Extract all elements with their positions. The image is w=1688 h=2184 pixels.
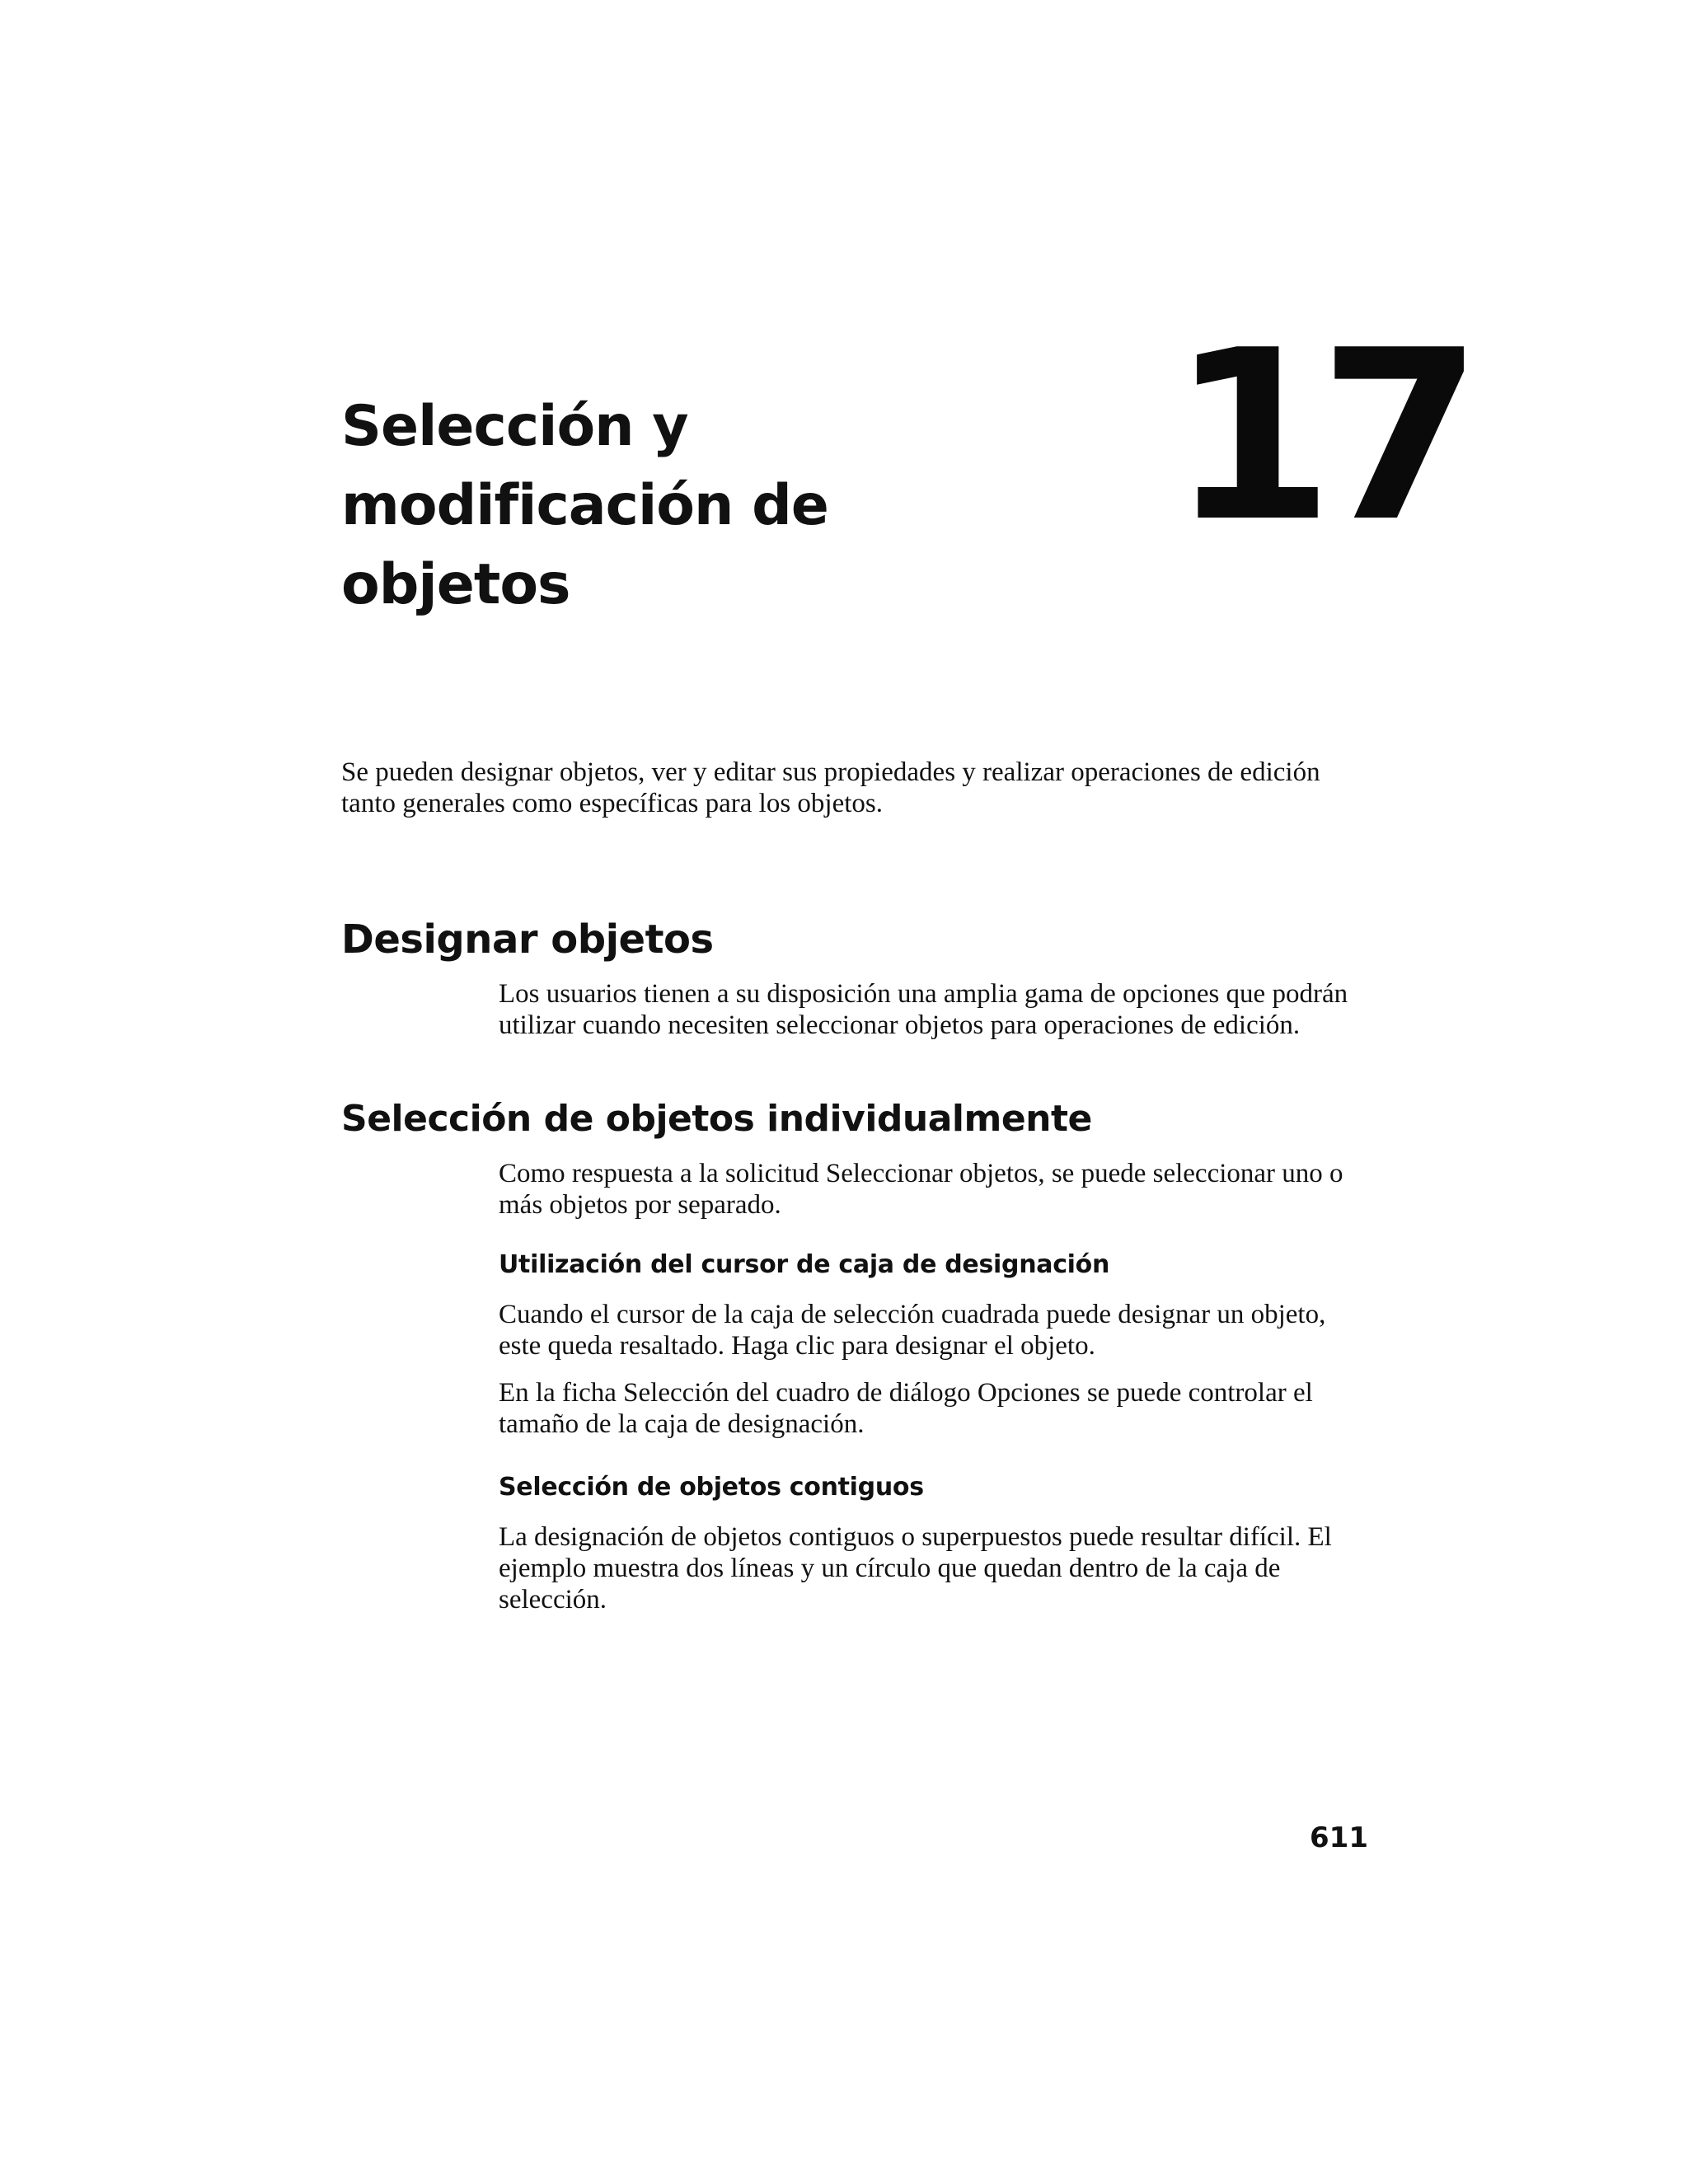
cursor-p2-line-2: tamaño de la caja de designación. [499,1409,865,1439]
intro-paragraph [341,757,1380,819]
subsection-heading-contiguos: Selección de objetos contiguos [499,1473,924,1502]
section-heading-designar: Designar objetos [341,916,714,963]
cursor-p1-line-1: Cuando el cursor de la caja de selección cuadrada puede designar un objeto, [499,1300,1326,1329]
contiguos-line-1: La designación de objetos contiguos o superpuestos puede resultar difícil. El [499,1522,1332,1552]
contiguos-line-3: selección. [499,1585,607,1615]
subsection-heading-cursor: Utilización del cursor de caja de designación [499,1250,1110,1279]
intro-line-2: tanto generales como específicas para los objetos. [341,789,884,818]
designar-line-2: utilizar cuando necesiten seleccionar objetos para operaciones de edición. [499,1010,1301,1040]
chapter-title-line-1: Selección y modificación de [341,394,828,538]
chapter-number: 17 [1170,300,1468,574]
designar-paragraph [499,978,1405,1041]
cursor-p1-line-2: este queda resaltado. Haga clic para designar el objeto. [499,1331,1095,1361]
cursor-p2-line-1: En la ficha Selección del cuadro de diálogo Opciones se puede controlar el [499,1378,1313,1408]
individual-line-1: Como respuesta a la solicitud Seleccionar objetos, se puede seleccionar uno o [499,1159,1343,1188]
page-number: 611 [1310,1821,1368,1854]
section-heading-individual: Selección de objetos individualmente [341,1098,1092,1140]
chapter-title [341,387,1083,625]
intro-line-1: Se pueden designar objetos, ver y editar sus propiedades y realizar operaciones de edición [341,757,1320,787]
individual-paragraph [499,1158,1405,1221]
cursor-paragraph-1 [499,1299,1405,1361]
contiguos-paragraph [499,1521,1405,1615]
chapter-title-line-2: objetos [341,552,570,617]
contiguos-line-2: ejemplo muestra dos líneas y un círculo que quedan dentro de la caja de [499,1554,1281,1583]
designar-line-1: Los usuarios tienen a su disposición una amplia gama de opciones que podrán [499,979,1348,1009]
cursor-paragraph-2 [499,1377,1405,1440]
individual-line-2: más objetos por separado. [499,1190,781,1220]
